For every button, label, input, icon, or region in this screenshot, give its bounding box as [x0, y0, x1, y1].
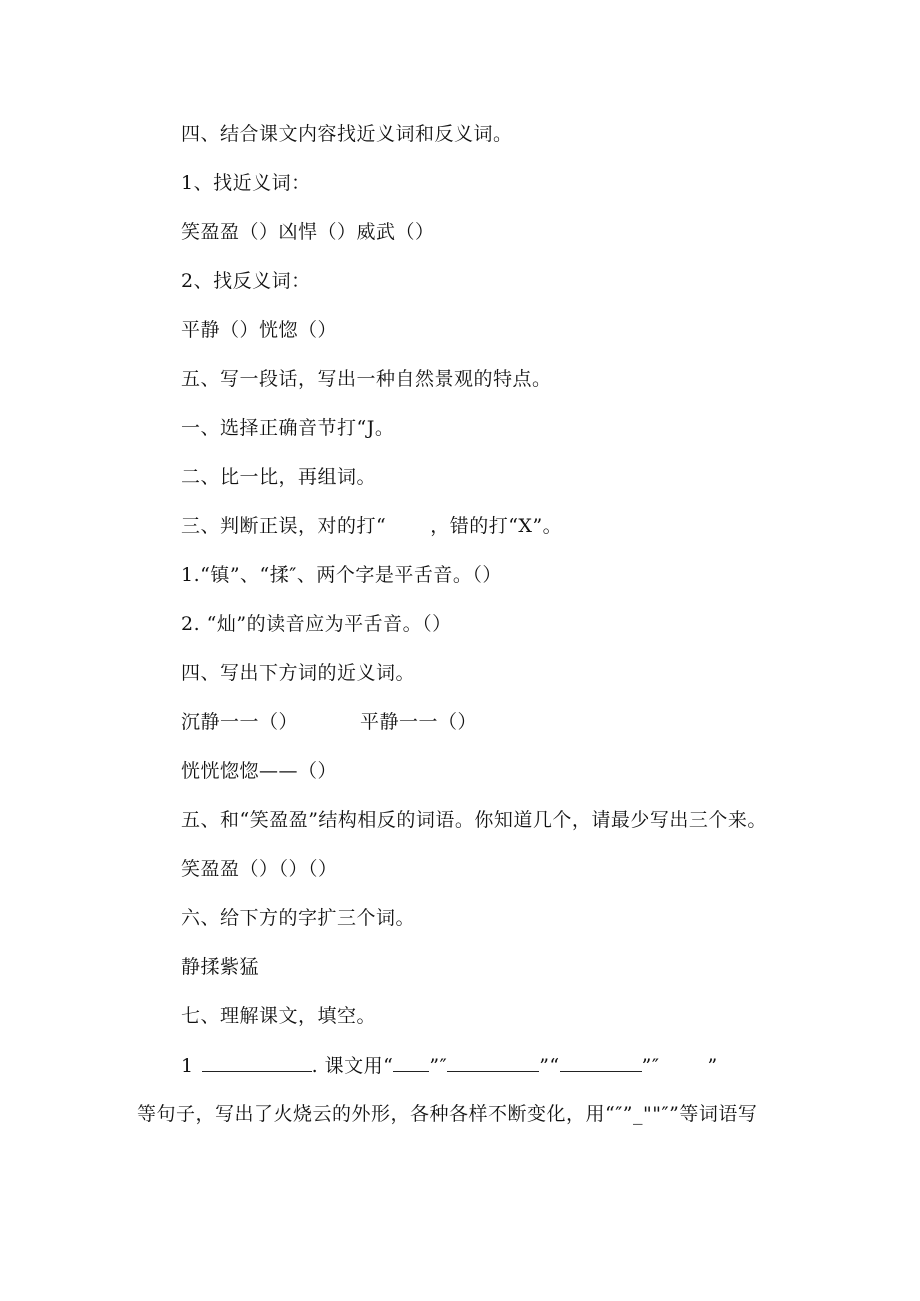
item-number: 1 — [181, 1055, 194, 1077]
exercise-item: 平静一一（） — [360, 711, 478, 733]
section-heading — [181, 514, 562, 538]
answer-blank[interactable] — [447, 1053, 539, 1072]
paragraph-line: 等句子，写出了火烧云的外形，各种各样不断变化，用“″”_""″”等词语写 — [137, 1103, 758, 1125]
text-fragment: ”″ — [641, 1055, 660, 1077]
answer-blank[interactable] — [202, 1053, 312, 1072]
sub-heading: 1、找近义词： — [181, 172, 311, 194]
section-heading: 四、写出下方词的近义词。 — [181, 662, 416, 684]
exercise-line: 笑盈盈（）凶悍（）威武（） — [181, 221, 435, 243]
exercise-line — [181, 710, 477, 734]
section-heading: 一、选择正确音节打“J。 — [181, 417, 395, 439]
section-heading: 四、结合课文内容找近义词和反义词。 — [181, 123, 513, 145]
section-heading: 六、给下方的字扩三个词。 — [181, 907, 416, 929]
section-heading: 五、写一段话，写出一种自然景观的特点。 — [181, 368, 552, 390]
exercise-line: 2. “灿”的读音应为平舌音。（） — [181, 613, 452, 635]
exercise-item: 沉静一一（） — [181, 711, 299, 733]
answer-blank[interactable] — [560, 1053, 642, 1072]
text-fragment: ”“ — [539, 1055, 560, 1077]
heading-part: ，错的打“X”。 — [430, 515, 563, 537]
exercise-line: 平静（）恍惚（） — [181, 319, 338, 341]
exercise-line: 恍恍惚惚——（） — [181, 760, 338, 782]
exercise-line: 1.“镇”、“揉″、两个字是平舌音。（） — [181, 564, 502, 586]
section-heading: 二、比一比，再组词。 — [181, 466, 377, 488]
section-heading: 七、理解课文，填空。 — [181, 1005, 377, 1027]
text-fragment: . 课文用“ — [311, 1055, 394, 1077]
heading-part: 三、判断正误，对的打“ — [181, 515, 387, 537]
exercise-line: 静揉紫猛 — [181, 956, 260, 978]
section-heading: 五、和“笑盈盈”结构相反的词语。你知道几个，请最少写出三个来。 — [181, 809, 767, 831]
text-fragment: ”″ — [429, 1055, 448, 1077]
answer-blank[interactable] — [393, 1053, 429, 1072]
exercise-line: 笑盈盈（）（）（） — [181, 858, 338, 880]
fill-blank-line — [181, 1053, 718, 1078]
sub-heading: 2、找反义词： — [181, 270, 311, 292]
text-fragment: ” — [707, 1055, 718, 1077]
